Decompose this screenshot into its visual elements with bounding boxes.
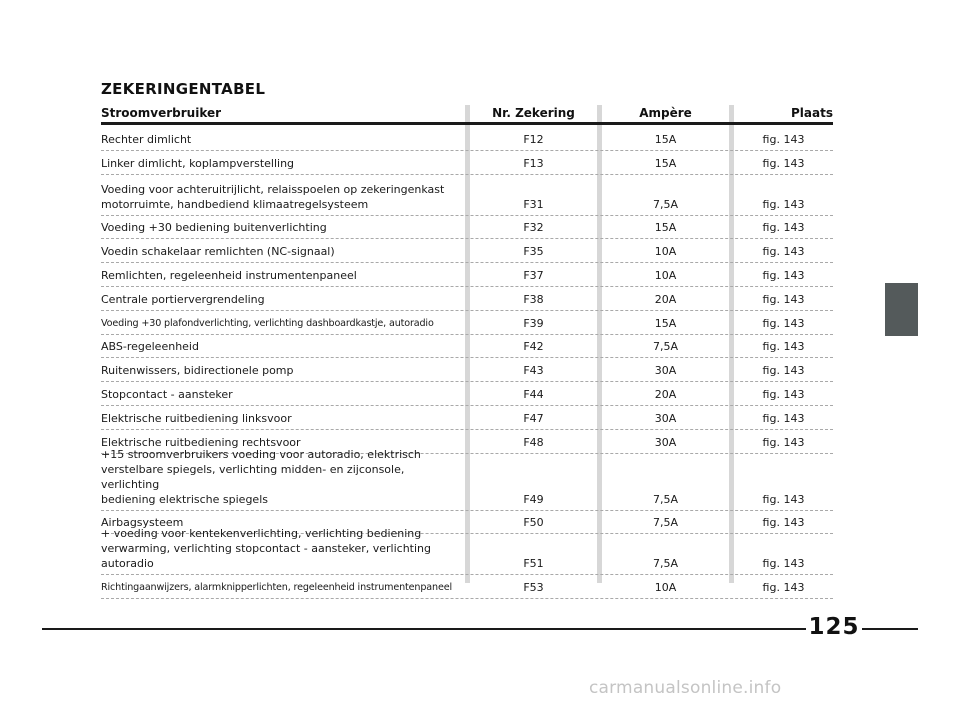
- cell-ampere: 10A: [654, 581, 677, 594]
- cell-location: fig. 143: [762, 221, 805, 234]
- cell-location: fig. 143: [762, 293, 805, 306]
- header-consumer: Stroomverbruiker: [101, 106, 222, 120]
- table-row: [101, 287, 833, 311]
- table-row: [101, 335, 833, 358]
- cell-ampere: 7,5A: [652, 516, 679, 529]
- cell-consumer: +15 stroomverbruikers voeding voor autoradio, elektrisch verstelbare spiegels, verlichting midden- en zijconsole, verlichting bediening elektrische spiegels: [101, 448, 421, 506]
- cell-fuse: F38: [523, 293, 544, 306]
- cell-fuse: F53: [523, 581, 544, 594]
- cell-location: fig. 143: [762, 157, 805, 170]
- cell-ampere: 15A: [654, 157, 677, 170]
- cell-fuse: F13: [523, 157, 544, 170]
- header-rule: [101, 122, 833, 125]
- cell-location: fig. 143: [762, 493, 805, 506]
- cell-fuse: F31: [523, 198, 544, 211]
- table-row: [101, 128, 833, 151]
- cell-location: fig. 143: [762, 198, 805, 211]
- cell-ampere: 15A: [654, 221, 677, 234]
- cell-ampere: 20A: [654, 293, 677, 306]
- table-row: [101, 448, 833, 511]
- table-row: [101, 527, 833, 575]
- cell-ampere: 30A: [654, 412, 677, 425]
- table-row: [101, 239, 833, 263]
- footer-rule: [42, 628, 806, 630]
- footer-rule: [862, 628, 918, 630]
- cell-fuse: F50: [523, 516, 544, 529]
- cell-consumer: Elektrische ruitbediening rechtsvoor: [101, 436, 301, 449]
- cell-ampere: 30A: [654, 364, 677, 377]
- cell-ampere: 15A: [654, 317, 677, 330]
- cell-location: fig. 143: [762, 133, 805, 146]
- cell-location: fig. 143: [762, 516, 805, 529]
- cell-consumer: + voeding voor kentekenverlichting, verlichting bediening verwarming, verlichting stopcontact - aansteker, verlichting autoradio: [101, 527, 431, 570]
- page-title: ZEKERINGENTABEL: [101, 80, 266, 98]
- cell-consumer: Airbagsysteem: [101, 516, 184, 529]
- watermark: carmanualsonline.info: [589, 678, 782, 698]
- cell-ampere: 7,5A: [652, 557, 679, 570]
- cell-consumer: Rechter dimlicht: [101, 133, 192, 146]
- header-location: Plaats: [791, 106, 833, 120]
- cell-location: fig. 143: [762, 412, 805, 425]
- section-tab: [885, 283, 918, 336]
- cell-location: fig. 143: [762, 557, 805, 570]
- cell-consumer: Richtingaanwijzers, alarmknipperlichten, regeleenheid instrumentenpaneel: [101, 582, 452, 593]
- header-fuse-number: Nr. Zekering: [492, 106, 575, 120]
- cell-consumer: Voeding +30 plafondverlichting, verlichting dashboardkastje, autoradio: [101, 318, 434, 329]
- cell-consumer: Stopcontact - aansteker: [101, 388, 233, 401]
- cell-location: fig. 143: [762, 388, 805, 401]
- table-row: [101, 406, 833, 430]
- cell-ampere: 10A: [654, 245, 677, 258]
- cell-ampere: 7,5A: [652, 340, 679, 353]
- cell-ampere: 10A: [654, 269, 677, 282]
- cell-ampere: 7,5A: [652, 198, 679, 211]
- cell-ampere: 7,5A: [652, 493, 679, 506]
- cell-consumer: Elektrische ruitbediening linksvoor: [101, 412, 292, 425]
- fuse-table: [101, 128, 833, 599]
- cell-fuse: F32: [523, 221, 544, 234]
- cell-fuse: F48: [523, 436, 544, 449]
- cell-consumer: Centrale portiervergrendeling: [101, 293, 265, 306]
- cell-fuse: F35: [523, 245, 544, 258]
- table-row: [101, 216, 833, 239]
- table-row: [101, 575, 833, 599]
- cell-fuse: F51: [523, 557, 544, 570]
- cell-fuse: F47: [523, 412, 544, 425]
- cell-ampere: 30A: [654, 436, 677, 449]
- cell-ampere: 15A: [654, 133, 677, 146]
- table-row: [101, 382, 833, 406]
- cell-consumer: Linker dimlicht, koplampverstelling: [101, 157, 295, 170]
- cell-consumer: Remlichten, regeleenheid instrumentenpaneel: [101, 269, 357, 282]
- table-row: [101, 263, 833, 287]
- cell-fuse: F12: [523, 133, 544, 146]
- cell-location: fig. 143: [762, 340, 805, 353]
- cell-fuse: F44: [523, 388, 544, 401]
- cell-fuse: F42: [523, 340, 544, 353]
- cell-consumer: Voeding voor achteruitrijlicht, relaisspoelen op zekeringenkast motorruimte, handbediend klimaatregelsysteem: [101, 183, 445, 211]
- cell-consumer: Voedin schakelaar remlichten (NC-signaal): [101, 245, 335, 258]
- page-number: 125: [808, 614, 860, 640]
- cell-location: fig. 143: [762, 436, 805, 449]
- table-row: [101, 358, 833, 382]
- cell-fuse: F37: [523, 269, 544, 282]
- cell-fuse: F39: [523, 317, 544, 330]
- cell-location: fig. 143: [762, 269, 805, 282]
- table-row: [101, 151, 833, 175]
- cell-location: fig. 143: [762, 317, 805, 330]
- table-row: [101, 175, 833, 216]
- cell-consumer: Ruitenwissers, bidirectionele pomp: [101, 364, 294, 377]
- cell-ampere: 20A: [654, 388, 677, 401]
- cell-consumer: ABS-regeleenheid: [101, 340, 199, 353]
- cell-consumer: Voeding +30 bediening buitenverlichting: [101, 221, 327, 234]
- cell-location: fig. 143: [762, 581, 805, 594]
- table-row: [101, 311, 833, 335]
- cell-location: fig. 143: [762, 364, 805, 377]
- cell-fuse: F43: [523, 364, 544, 377]
- cell-fuse: F49: [523, 493, 544, 506]
- header-ampere: Ampère: [639, 106, 692, 120]
- cell-location: fig. 143: [762, 245, 805, 258]
